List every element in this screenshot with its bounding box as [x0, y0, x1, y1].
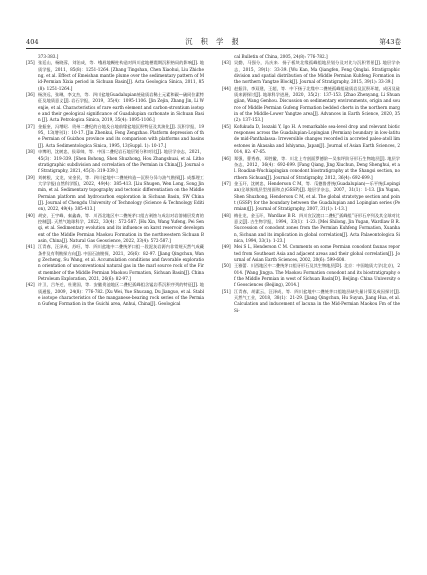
- reference-entry: [222, 289, 400, 314]
- reference-entry: [26, 282, 204, 307]
- reference-entry: [222, 244, 400, 263]
- volume-label: 第43卷: [379, 38, 401, 46]
- right-reference-column: [222, 54, 400, 314]
- reference-number: [49]: [222, 244, 231, 250]
- reference-entry: [222, 124, 400, 156]
- page-number: 404: [26, 38, 39, 46]
- reference-text: Mei S L, Henderson C M. Comments on some Permian conodont faunas reported from Southeast Asia and adjacent areas and their global correlation[J]. Journal of Asian Earth Sciences, 2002, 20(6): 599-608.: [234, 244, 400, 262]
- reference-text: 王雅蕾．川西地区中二叠统茅口组牙形石及其生物地层[D]. 北京：中国地质大学(北京)，2014. [Wang Jingya. The Maokou Formation conodont and its biostratigraphy of the Middle Permian in west of Sichuan Basin[D]. Beijing: China University of Geosciences (Beijing), 2014.]: [234, 263, 400, 288]
- reference-entry: [26, 175, 204, 213]
- reference-number: [37]: [26, 123, 35, 129]
- reference-entry: [26, 92, 204, 124]
- continued-reference-text: cal Bulletin of China, 2005, 24(8): 776-782.]: [234, 54, 328, 59]
- reference-entry: [222, 86, 400, 124]
- reference-text: Kofukuda D, Isozaki Y, Igo H. A remarkable sea-level drop and relevant biotic responses across the Guadalupian-Lopingian (Permian) boundary in low-latitude mid-Panthalassa: Irreversible changes recorded in accreted paleo-atoll limestones in Akasaka and Ishiyama, Japan[J]. Journal of Asian Earth Sciences, 2014, 82: 47-65.: [234, 123, 400, 155]
- reference-text: 刘树根，文龙，宋金民，等．四川盆地中二叠统构造—沉积分异与油气勘探[J]. 成都理工大学学报(自然科学版)，2022，49(4)：385-413. [Liu Shugen, Wen Long, Song Jinmin, et al. Sedimentary topography and tectonic differentiation on the Middle Permian platform and hydrocarbon exploration in Sichuan Basin, SW China[J]. Journal of Chengdu University of Technology (Science & Technology Edition), 2022, 49(4): 385-413.]: [38, 174, 204, 212]
- reference-text: 江青春，汪泽成，苏旺，等．四川盆地中二叠统茅口组一段泥灰岩源内非常规天然气成藏条件及有利勘探方向[J]. 中国石油勘探，2021，26(6)：82-97. [Jiang Qingchun, Wang Zecheng, Su Wang, et al. Accumulation conditions and favorable exploration orientation of unconventional natural gas in the marl source rock of the First member of the Middle Permian Maokou Formation, Sichuan Basin[J]. China Petroleum Exploration, 2021, 26(6): 82-97.]: [38, 244, 204, 282]
- reference-number: [42]: [26, 282, 35, 288]
- reference-entry: [222, 263, 400, 288]
- reference-text: 金玉玕，沈树忠，Henderson C M，等．瓜德鲁普统(Guadalupian)—乐平统(Lopingian)全球界线层型剖面和点(GSSP)[J]. 地层学杂志，2007，31(1)：1-13. [Jin Yugan, Shen Shuzhong, Henderson C M, et al. The global stratotype section and point (GSSP) for the boundary between the Guadalupian and Lopingian series (Permian)[J]. Journal of Stratigraphy, 2007, 31(1): 1-13.]: [234, 180, 400, 212]
- reference-entry: [26, 244, 204, 282]
- page-header: [26, 36, 401, 49]
- reference-entry: [222, 181, 400, 213]
- reference-text: 张廷山，杨晓蓉，刘治成，等．峨眉地幔柱构造对四川盆地栖霞期沉积格局的影响[J]. 地质学报，2011，85(8)：1251-1264. [Zhang Tingshan, Chen Xiaohui, Liu Zhicheng, et al. Effect of Emeishan mantle plume over the sedimentary pattern of Mid-Permian Xixia period in Sichuan Basin[J]. Acta Geologica Sinica, 2011, 85(8): 1251-1264.]: [38, 60, 204, 91]
- reference-number: [36]: [26, 92, 35, 98]
- reference-entry: [26, 149, 204, 174]
- reference-text: 梅仕龙，金玉玕，Wardlaw B R．四川宣汉渡口二叠纪“孤峰组”牙形石序列及其全球对比意义[J]. 古生物学报，1994，33(1)：1-23. [Mei Shilong, Jin Yugan, Wardlaw B R. Succession of conodont zones from the Permian Kuhfeng Formation, Xuanhan, Sichuan and its implication in global correlation[J]. Acta Palaeontologica Sinica, 1994, 33(1): 1-23.]: [234, 212, 400, 243]
- reference-number: [46]: [222, 155, 231, 161]
- reference-text: 金振奎，冯增昭．贵州二叠纪的台地及台地前缘盆地沉积特征及其演化[J]. 沉积学报，1995，13(增刊1)：10-17. [Jin Zhenkui, Feng Zengzhao. Platform depression of the Permian of Guizhou province and its comparison with platforms and basins[J]. Acta Sedimentologica Sinica, 1995, 13(Suppl. 1): 10-17.]: [38, 123, 204, 148]
- reference-number: [41]: [26, 244, 35, 250]
- reference-entry: [222, 156, 400, 181]
- reference-number: [39]: [26, 174, 35, 180]
- reference-text: 杨济远，张琳，李文杰，等．四川盆地Guadalupian统硅质岩稀土元素和碳—硫同位素特征及地质意义[J]. 岩石学报，2019，35(4)：1095-1106. [Jin Zejin, Zhang Jin, Li Wenjie, et al. Characteristics of rare earth element and carbon-strontium isotope and their geological significance of Guadalupian carbonate in Sichuan Basin [J]. Acta Petrologica Sinica, 2019, 35(4): 1095-1106.]: [38, 92, 204, 123]
- reference-number: [50]: [222, 263, 231, 269]
- left-reference-column: [26, 54, 204, 308]
- reference-number: [48]: [222, 212, 231, 218]
- reference-text: 赵振洋，李双建，王超，等．中下扬子北缘中二叠统孤峰组硅质岩及沉积环境，成因及硅质来源探讨[J]. 地球科学进展，2020，35(2)：137-153. [Zhao Zhenyang, Li Shuangjian, Wang Genhou. Discussion on sedimentary environments, origin and source of Middle Permian Gufeng Formation bedded cherts in the northern margin of the Middle-Lower Yangtze area[J]. Advances in Earth Science, 2020, 35(2): 137-153.]: [234, 85, 400, 123]
- reference-number: [44]: [222, 85, 231, 91]
- reference-number: [38]: [26, 149, 35, 155]
- reference-number: [43]: [222, 60, 231, 66]
- reference-entry: [26, 124, 204, 149]
- reference-text: 胡安，王宇峰，秦鑫森，等．川西北地区中二叠统茅口组古剥蚀与成岩对岩溶储层发育的控制[J]. 天然气地球科学，2022，33(4)：572-587. [Hu Xin, Wang Yufeng, Pei Senqi, et al. Sedimentary evolution and its influence on karst reservoir development of the Middle Permian Maokou Formation in the northwestern Sichuan Basin, China[J]. Natural Gas Geoscience, 2022, 33(4): 572-587.]: [38, 212, 204, 243]
- journal-title: 沉 积 学 报: [185, 37, 242, 46]
- reference-text: 郑强，曹秀春，邓胜徽，等．川北上寺剖面罗德阶—吴家坪阶牙形石生物地层[J]. 地层学杂志，2012，36(4)：692-699. [Fang Qiang, Jing Xiuchun, Deng Shenghui, et al. Roadian-Wuchiapingian conodont biostratigraphy at the Shangsi section, northern Sichuan[J]. Journal of Stratigraphy, 2012, 36(4): 692-699.]: [234, 155, 400, 180]
- reference-text: 许卫，吕冬迁，杜建国，等．安徽贵池地区二叠纪孤峰组含锰岩系沉积序列的特征[J]. 地质通报，2009，24(8)：776-782. [Xu Wei, Yue Shucang, Du Jianguo, et al. Stable isotope characteristics of the manganese-bearing rock series of the Permian Gufeng Formation in the Guichi area, Anhui, China[J]. Geological: [38, 282, 204, 307]
- reference-number: [47]: [222, 180, 231, 186]
- reference-text: 江青春，胡素云，汪泽成，等．四川盆地中二叠统茅口组地层缺失量计算及成因探讨[J]. 天然气工业，2018，38(1)：21-29. [Jiang Qingchun, Hu Suyun, Jiang Hua, et al. Calculation and inducement of lacuna in the Mid-Permian Maokou Fm of the Si-: [234, 288, 400, 313]
- reference-number: [45]: [222, 123, 231, 129]
- reference-entry: [26, 60, 204, 92]
- continued-reference-text: 373-383.]: [38, 54, 59, 59]
- reference-text: 申博明，沈树忠，侯章帅，等．中国二叠纪岩石地层划分和对比[J]. 地层学杂志，2021，45(3)：319-339. [Shen Bohong, Shen Shuzhong, Hou Zhangshuai, et al. Lithostratigraphic subdivision and correlation of the Permian in China[J]. Journal of Stratigraphy, 2021, 45(3): 319-339.]: [38, 149, 204, 174]
- reference-text: 吴勤，马强分，冯庆来．扬子板块北缘孤峰组地层划分及对比与沉积背景[J]. 地层学杂志，2015，39(1)：33-39. [Wu Kan, Ma Qiangfen, Feng Qinglai. Stratigraphic division and spatial distribution of the Middle Permian Kuhfeng Formation in the northern Yangtze Block[J]. Journal of Stratigraphy, 2015, 39(1): 33-39.]: [234, 60, 400, 85]
- reference-number: [40]: [26, 212, 35, 218]
- reference-entry: [26, 213, 204, 245]
- reference-number: [51]: [222, 288, 231, 294]
- reference-number: [35]: [26, 60, 35, 66]
- reference-entry: [222, 213, 400, 245]
- reference-entry: [222, 60, 400, 85]
